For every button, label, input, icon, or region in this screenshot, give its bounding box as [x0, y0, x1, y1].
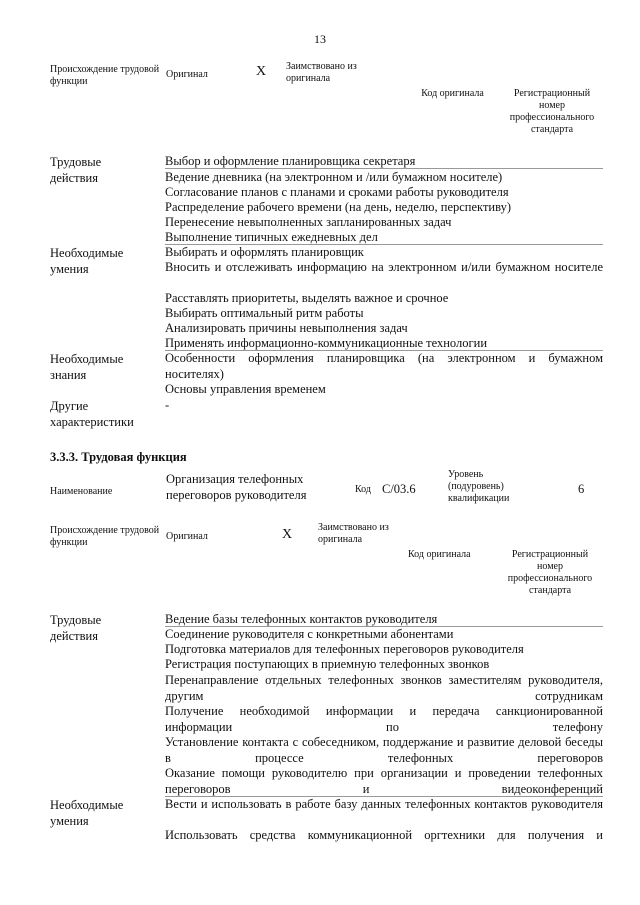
list-item: Регистрация поступающих в приемную телефонных звонков: [165, 657, 490, 671]
code-label: Код: [355, 484, 371, 495]
list-item: Подготовка материалов для телефонных переговоров руководителя: [165, 642, 524, 656]
list-item: Соединение руководителя с конкретными абонентами: [165, 627, 454, 641]
divider: [165, 244, 603, 245]
list-item: Перенесение невыполненных запланированных задач: [165, 215, 452, 229]
list-item: Перенаправление отдельных телефонных звонков заместителям руководителя, другим сотрудникам: [165, 673, 603, 703]
level-label: Уровень (подуровень) квалификации: [448, 469, 510, 504]
origin-label: Происхождение трудовой функции: [50, 64, 160, 87]
list-item: Использовать средства коммуникационной оргтехники для получения и: [165, 828, 603, 842]
list-item: Оказание помощи руководителю при организации и проведении телефонных переговоров и видеоконференций: [165, 766, 603, 796]
section-title: 3.3.3. Трудовая функция: [50, 450, 187, 464]
list-item: Согласование планов с планами и сроками работы руководителя: [165, 185, 509, 199]
row-label-knowledge: Необходимые знания: [50, 352, 124, 382]
row-label-labor-actions: Трудовые действия: [50, 155, 102, 185]
list-item: -: [165, 398, 170, 412]
row-label-skills: Необходимые умения: [50, 798, 124, 828]
original-label: Оригинал: [166, 531, 208, 542]
code-value: С/03.6: [382, 482, 416, 496]
origin-label: Происхождение трудовой функции: [50, 525, 160, 548]
divider: [165, 626, 603, 627]
list-item: Установление контакта с собеседником, поддержание и развитие деловой беседы в процессе телефонных переговоров: [165, 735, 603, 765]
list-item: Основы управления временем: [165, 382, 326, 396]
list-item: Выбирать оптимальный ритм работы: [165, 306, 364, 320]
list-item: Ведение базы телефонных контактов руководителя: [165, 612, 438, 626]
row-label-skills: Необходимые умения: [50, 246, 124, 276]
original-mark: X: [256, 64, 267, 79]
original-label: Оригинал: [166, 69, 208, 80]
divider: [165, 168, 603, 169]
list-item: Вносить и отслеживать информацию на электронном и/или бумажном носителе: [165, 260, 603, 274]
list-item: Выбирать и оформлять планировщик: [165, 245, 364, 259]
name-label: Наименование: [50, 486, 113, 497]
borrowed-label: Заимствовано из оригинала: [318, 522, 389, 545]
list-item: Ведение дневника (на электронном и /или бумажном носителе): [165, 170, 503, 184]
function-name: Организация телефонных переговоров руководителя: [166, 472, 307, 502]
list-item: Получение необходимой информации и передача санкционированной информации по телефону: [165, 704, 603, 734]
divider: [165, 796, 603, 797]
original-mark: X: [282, 527, 293, 542]
list-item: Вести и использовать в работе базу данных телефонных контактов руководителя: [165, 797, 603, 811]
row-label-other: Другие характеристики: [50, 399, 134, 429]
list-item: Выбор и оформление планировщика секретаря: [165, 154, 416, 168]
registration-number-label: Регистрационный номер профессионального стандарта: [507, 549, 593, 596]
list-item: Распределение рабочего времени (на день, неделю, перспективу): [165, 200, 511, 214]
list-item: Анализировать причины невыполнения задач: [165, 321, 408, 335]
list-item: Особенности оформления планировщика (на электронном и бумажном носителях): [165, 351, 603, 381]
registration-number-label: Регистрационный номер профессионального стандарта: [509, 88, 595, 135]
page-number: 13: [314, 32, 326, 46]
divider: [165, 350, 603, 351]
list-item: Выполнение типичных ежедневных дел: [165, 230, 378, 244]
level-value: 6: [578, 482, 585, 496]
list-item: Применять информационно-коммуникационные технологии: [165, 336, 488, 350]
list-item: Расставлять приоритеты, выделять важное и срочное: [165, 291, 449, 305]
code-original-label: Код оригинала: [421, 88, 484, 99]
borrowed-label: Заимствовано из оригинала: [286, 61, 357, 84]
row-label-labor-actions: Трудовые действия: [50, 613, 102, 643]
code-original-label: Код оригинала: [408, 549, 471, 560]
